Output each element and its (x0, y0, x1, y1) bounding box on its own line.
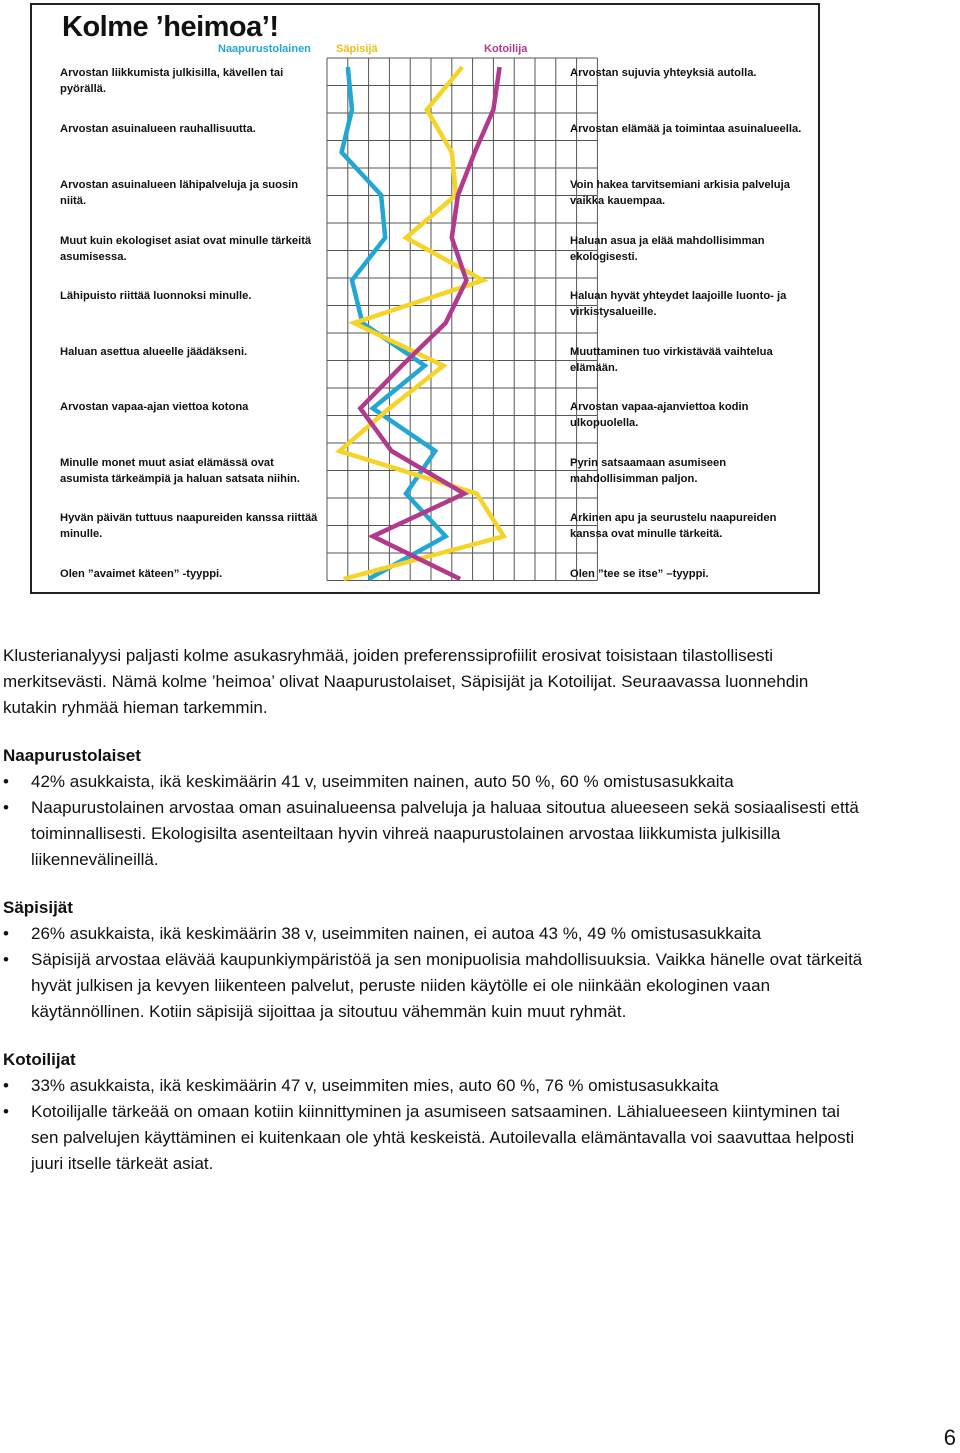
list-item: • Säpisijä arvostaa elävää kaupunkiympäristöä ja sen monipuolisia mahdollisuuksia. Vaikka hänelle ovat tärkeitä hyvät julkisen ja kevyen liikenteen palvelut, peruste niiden käytölle ei ole niinkään ekologinen vaan käytännöllinen. Kotiin säpisijä sijoittaa ja sitoutuu vähemmän kuin muut ryhmät. (3, 947, 863, 1025)
series-line-3 (360, 67, 499, 579)
left-statement-label: Arvostan liikkumista julkisilla, kävellen tai pyörällä. (60, 67, 284, 95)
list-item: • 26% asukkaista, ikä keskimäärin 38 v, useimmiten nainen, ei autoa 43 %, 49 % omistusasukkaita (3, 921, 863, 947)
legend-naapurustolainen: Naapurustolainen (218, 43, 311, 55)
list-item: • Kotoilijalle tärkeää on omaan kotiin kiinnittyminen ja asumiseen satsaaminen. Lähialueeseen kiintyminen tai sen palvelujen käyttäminen ei kuitenkaan ole yhtä keskeistä. Autoilevalla elämäntavalla voi saavuttaa helposti juuri itselle tärkeät asiat. (3, 1099, 863, 1177)
page-number: 6 (943, 1425, 956, 1450)
left-statement-label: Lähipuisto riittää luonnoksi minulle. (60, 290, 252, 302)
left-statement-label: Arvostan asuinalueen rauhallisuutta. (60, 123, 256, 135)
list-item: • 42% asukkaista, ikä keskimäärin 41 v, useimmiten nainen, auto 50 %, 60 % omistusasukkaita (3, 769, 863, 795)
right-statement-label: Olen ”tee se itse” –tyyppi. (570, 568, 709, 580)
chart-title: Kolme ’heimoa’! (62, 11, 279, 43)
section-list-naapurustolaiset (3, 769, 863, 873)
left-statement-label: Minulle monet muut asiat elämässä ovat asumista tärkeämpiä ja haluan satsata niihin. (60, 457, 301, 485)
right-statement-label: Arvostan vapaa-ajanviettoa kodin ulkopuolella. (570, 401, 749, 429)
section-title-naapurustolaiset: Naapurustolaiset (3, 746, 141, 765)
section-title-sapisijat: Säpisijät (3, 898, 73, 917)
left-statement-label: Hyvän päivän tuttuus naapureiden kanssa riittää minulle. (60, 512, 318, 540)
list-item: • Naapurustolainen arvostaa oman asuinalueensa palveluja ja haluaa sitoutua alueeseen sekä sosiaalisesti että toiminnallisesti. Ekologisilta asenteiltaan hyvin vihreä naapurustolainen arvostaa liikkumista julkisilla liikennevälineillä. (3, 795, 863, 873)
legend-kotoilija: Kotoilija (484, 43, 528, 55)
section-list-kotoilijat (3, 1073, 863, 1177)
right-statement-label: Muuttaminen tuo virkistävää vaihtelua elämään. (570, 346, 773, 374)
right-statement-label: Arvostan sujuvia yhteyksiä autolla. (570, 67, 757, 79)
left-statement-label: Olen ”avaimet käteen” -tyyppi. (60, 568, 223, 580)
section-list-sapisijat (3, 921, 863, 1025)
right-statement-label: Voin hakea tarvitsemiani arkisia palveluja vaikka kauempaa. (570, 179, 790, 207)
right-statement-label: Pyrin satsaamaan asumiseen mahdollisimman paljon. (570, 457, 727, 485)
list-item: • 33% asukkaista, ikä keskimäärin 47 v, useimmiten mies, auto 60 %, 76 % omistusasukkaita (3, 1073, 863, 1099)
body-text (3, 643, 863, 1177)
left-statement-label: Haluan asettua alueelle jäädäkseni. (60, 346, 248, 358)
right-statement-label: Haluan asua ja elää mahdollisimman ekologisesti. (570, 235, 765, 263)
section-title-kotoilijat: Kotoilijat (3, 1050, 76, 1069)
left-statement-label: Muut kuin ekologiset asiat ovat minulle tärkeitä asumisessa. (60, 235, 312, 263)
chart-figure (30, 3, 820, 594)
right-statement-label: Haluan hyvät yhteydet laajoille luonto- ja virkistysalueille. (570, 290, 787, 318)
legend-sapisija: Säpisijä (336, 43, 378, 55)
right-statement-label: Arvostan elämää ja toimintaa asuinalueella. (570, 123, 802, 135)
left-statement-label: Arvostan vapaa-ajan viettoa kotona (60, 401, 249, 413)
right-statement-label: Arkinen apu ja seurustelu naapureiden kanssa ovat minulle tärkeitä. (570, 512, 777, 540)
left-statement-label: Arvostan asuinalueen lähipalveluja ja suosin niitä. (60, 179, 299, 207)
intro-paragraph: Klusterianalyysi paljasti kolme asukasryhmää, joiden preferenssiprofiilit erosivat toisistaan tilastollisesti merkitsevästi. Nämä kolme ’heimoa’ olivat Naapurustolaiset, Säpisijät ja Kotoilijat. Seuraavassa luonnehdin kutakin ryhmää hieman tarkemmin. (3, 646, 809, 717)
